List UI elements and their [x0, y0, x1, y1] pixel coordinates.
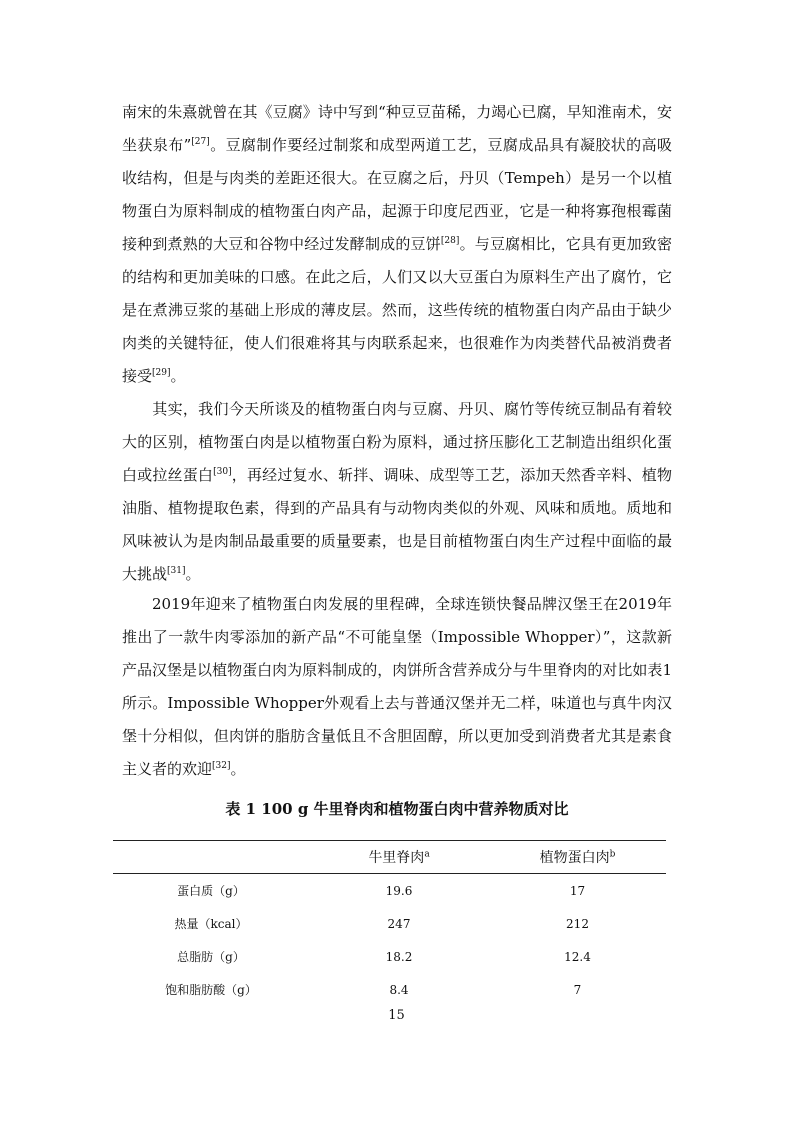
page-number: 15 — [388, 1008, 405, 1023]
paragraph-impossible-whopper — [122, 588, 672, 786]
header-beef — [309, 841, 489, 874]
nutrition-table — [113, 840, 666, 1006]
table-row — [113, 907, 666, 940]
header-plant — [489, 841, 666, 874]
beef-value: 19.6 — [385, 883, 413, 898]
table-caption: 表 1 100 g 牛里脊肉和植物蛋白肉中营养物质对比 — [225, 800, 569, 818]
paragraph-plant-protein-meat — [122, 393, 672, 591]
text-span: 其实，我们今天所谈及的植物蛋白肉与豆腐、丹贝、腐竹等传统豆制品有着较大的区别，植物蛋白肉是以植物蛋白粉为原料，通过挤压膨化工艺制造出组织化蛋白或拉丝蛋白 — [122, 400, 672, 484]
text-span: 。 — [185, 565, 201, 583]
plant-value: 12.4 — [564, 949, 591, 964]
text-span: 。豆腐制作要经过制浆和成型两道工艺，豆腐成品具有凝胶状的高吸收结构，但是与肉类的差距还很大。在豆腐之后，丹贝（Tempeh）是另一个以植物蛋白为原料制成的植物蛋白肉产品，起源于印度尼西亚，它是一种将寡孢根霉菌接种到煮熟的大豆和谷物中经过发酵制成的豆饼 — [122, 136, 672, 253]
citation-28[interactable]: [28] — [440, 236, 460, 246]
header-empty — [113, 841, 309, 874]
beef-value: 8.4 — [389, 982, 409, 997]
beef-value: 247 — [387, 916, 411, 931]
text-span: 。 — [170, 367, 186, 385]
citation-30[interactable]: [30] — [213, 467, 232, 477]
row-label: 热量（kcal） — [174, 917, 248, 931]
table-row — [113, 874, 666, 908]
citation-32[interactable]: [32] — [212, 761, 231, 771]
plant-value: 7 — [573, 982, 582, 997]
citation-29[interactable]: [29] — [152, 368, 171, 378]
citation-31[interactable]: [31] — [167, 566, 186, 576]
text-span: 。与豆腐相比，它具有更加致密的结构和更加美味的口感。在此之后，人们又以大豆蛋白为原料生产出了腐竹，它是在煮沸豆浆的基础上形成的薄皮层。然而，这些传统的植物蛋白肉产品由于缺少肉类的关键特征，使人们很难将其与肉联系起来，也很难作为肉类替代品被消费者接受 — [122, 235, 672, 385]
text-span: 2019年迎来了植物蛋白肉发展的里程碑，全球连锁快餐品牌汉堡王在2019年推出了一款牛肉零添加的新产品“不可能皇堡（Impossible Whopper）”，这款新产品汉堡是以植物蛋白肉为原料制成的，肉饼所含营养成分与牛里脊肉的对比如表1所示。Impossible Whopper外观看上去与普通汉堡并无二样，味道也与真牛肉汉堡十分相似，但肉饼的脂肪含量低且不含胆固醇，所以更加受到消费者尤其是素食主义者的欢迎 — [122, 595, 672, 778]
plant-value: 212 — [566, 916, 589, 931]
text-span: ，再经过复水、斩拌、调味、成型等工艺，添加天然香辛料、植物油脂、植物提取色素，得到的产品具有与动物肉类似的外观、风味和质地。质地和风味被认为是肉制品最重要的质量要素，也是目前植物蛋白肉生产过程中面临的最大挑战 — [122, 466, 672, 583]
beef-value: 18.2 — [385, 949, 413, 964]
plant-value: 17 — [569, 883, 586, 898]
header-beef-note: a — [424, 849, 430, 860]
table-header-row — [113, 841, 666, 874]
row-label: 饱和脂肪酸（g） — [165, 983, 257, 997]
table-row — [113, 973, 666, 1006]
header-plant-label: 植物蛋白肉 — [539, 850, 610, 866]
row-label: 总脂肪（g） — [177, 950, 245, 964]
header-beef-label: 牛里脊肉 — [368, 850, 425, 866]
citation-27[interactable]: [27] — [191, 137, 210, 147]
text-span: 。 — [230, 760, 246, 778]
header-plant-note: b — [609, 849, 616, 860]
table-row — [113, 940, 666, 973]
paragraph-tofu-history — [122, 96, 672, 393]
text-span: 南宋的朱熹就曾在其《豆腐》诗中写到“种豆豆苗稀，力竭心已腐，早知淮南术，安坐获泉布” — [122, 103, 672, 154]
row-label: 蛋白质（g） — [177, 884, 245, 898]
